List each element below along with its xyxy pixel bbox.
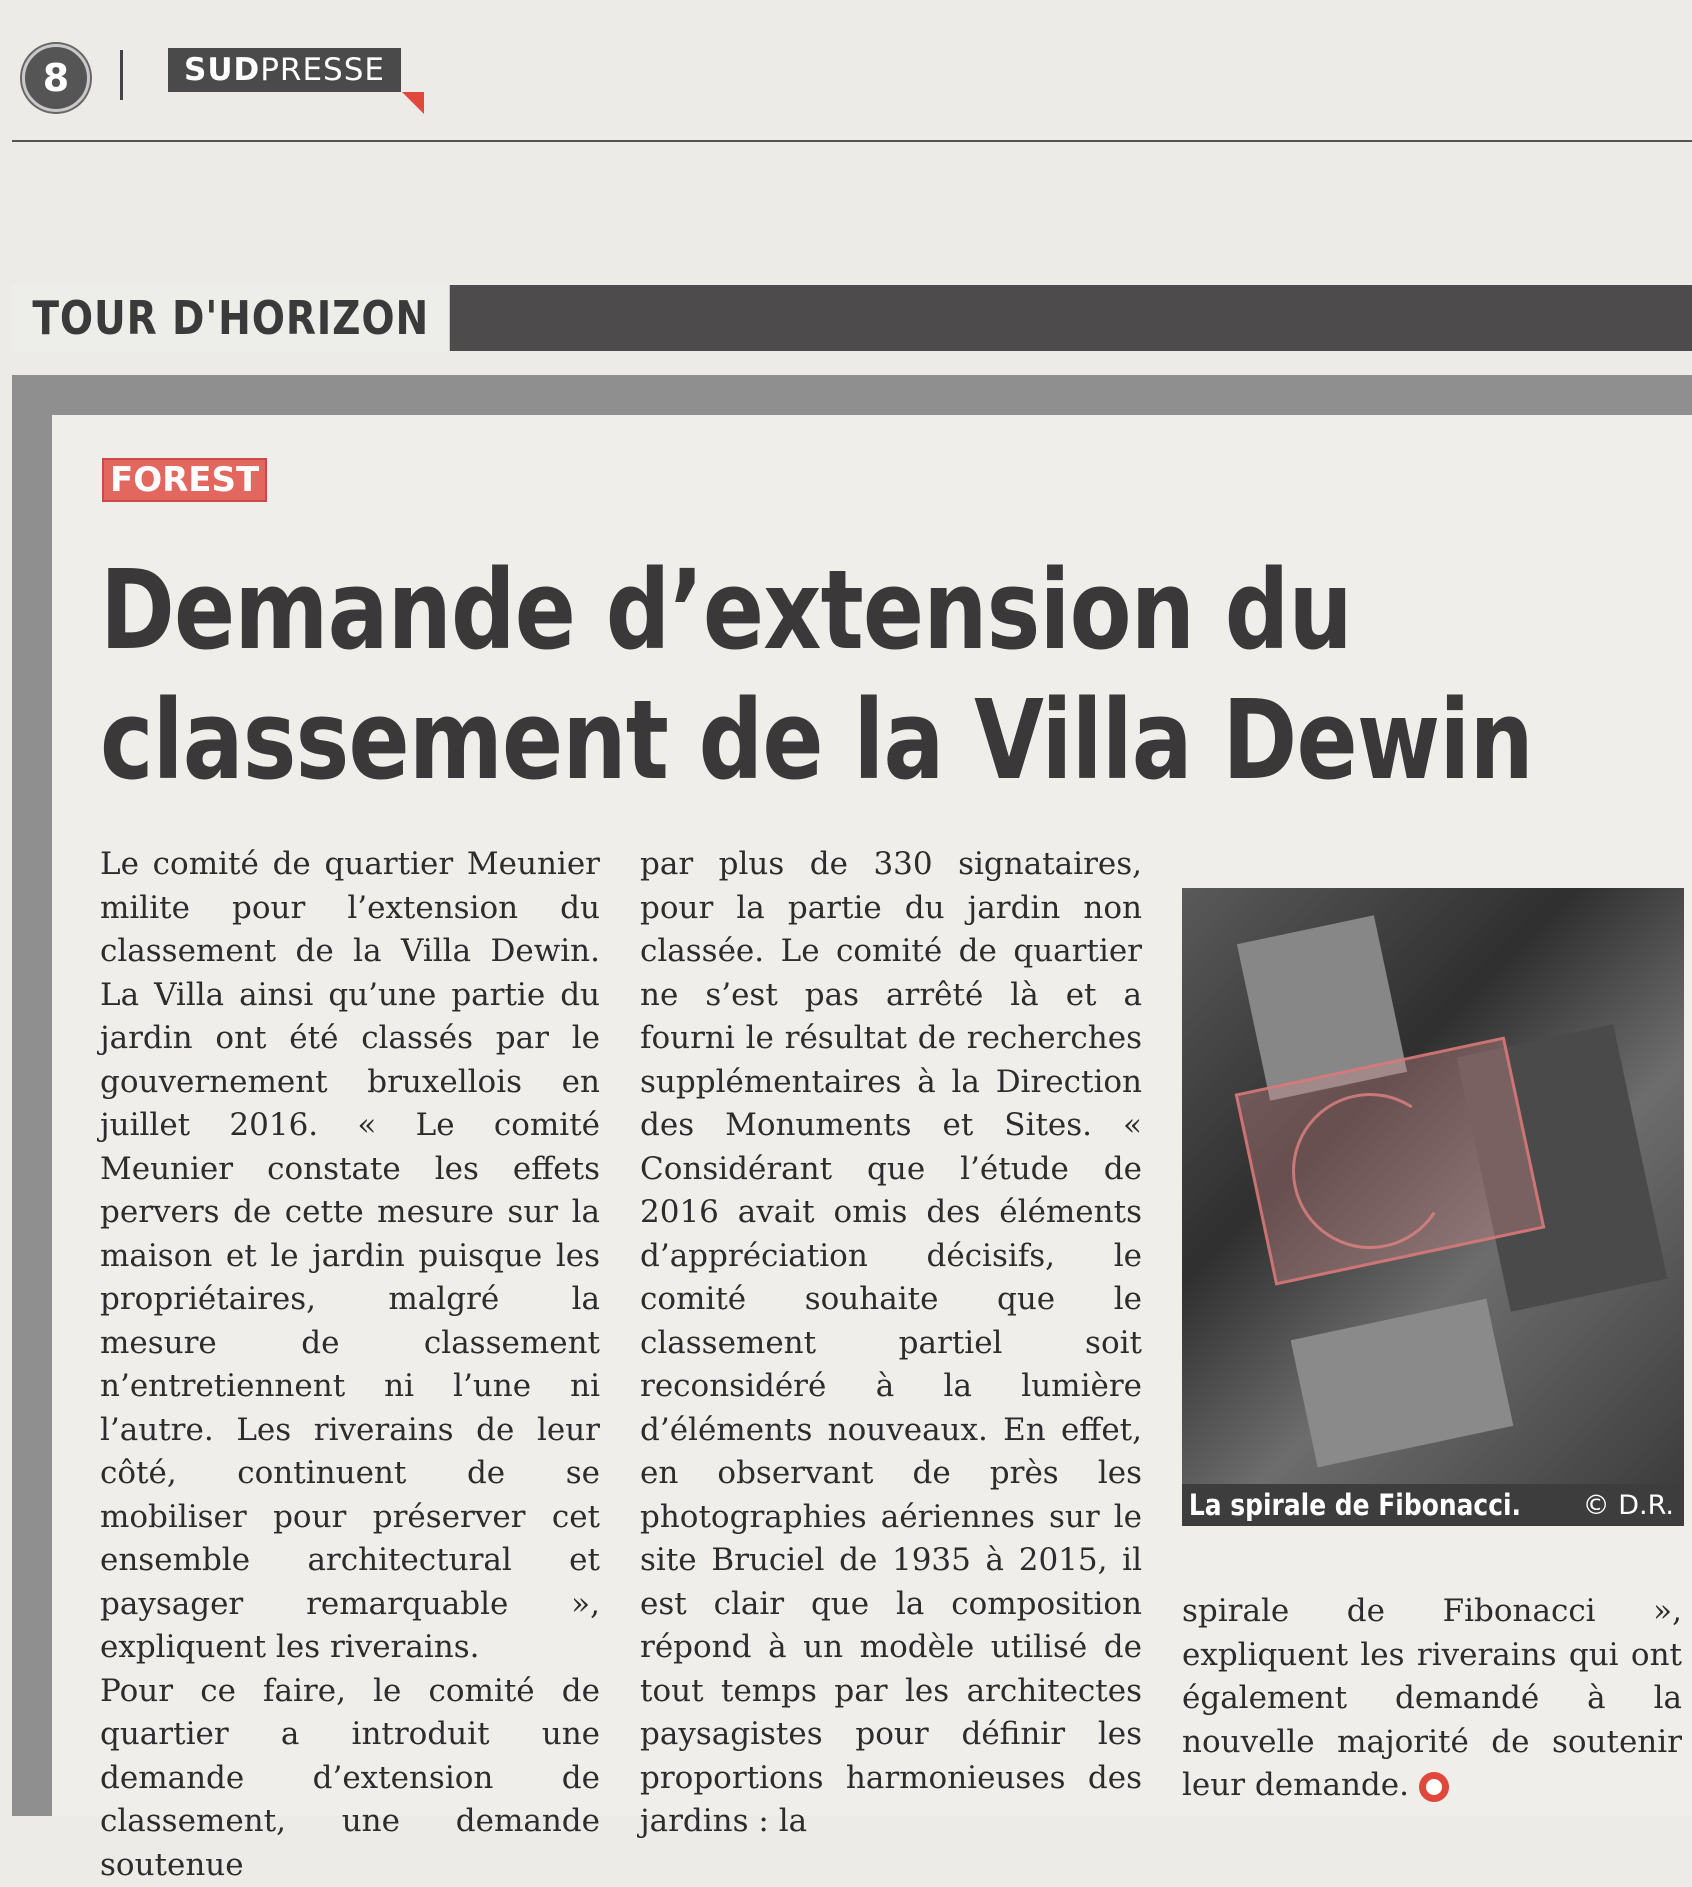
article-kicker: FOREST: [102, 458, 267, 502]
headline-line-2: classement de la Villa Dewin: [100, 675, 1396, 805]
headline-line-1: Demande d’extension du: [100, 545, 1396, 675]
col1-paragraph-2: Pour ce faire, le comité de quartier a introduit une demande d’extension de classement, une demande soutenue: [100, 1670, 600, 1887]
photo-caption: [1182, 1484, 1684, 1526]
brand-accent-triangle: [402, 92, 424, 114]
col3-paragraph: [1182, 1590, 1682, 1808]
header-divider: [120, 50, 123, 100]
photo-building-3: [1291, 1299, 1514, 1468]
header-rule: [12, 140, 1692, 142]
brand-light: PRESSE: [260, 52, 385, 88]
section-label: TOUR D'HORIZON: [12, 285, 449, 351]
article-headline: [100, 545, 1396, 805]
photo-caption-text: La spirale de Fibonacci.: [1182, 1488, 1521, 1522]
page-number: 8: [22, 44, 90, 112]
article-column-2: [640, 843, 1142, 1844]
article-photo-aerial: [1182, 888, 1684, 1508]
photo-credit: © D.R.: [1583, 1490, 1674, 1521]
article-column-1: [100, 843, 600, 1887]
col1-paragraph-1: Le comité de quartier Meunier milite pour l’extension du classement de la Villa Dewin. La Villa ainsi qu’une partie du jardin ont été classés par le gouvernement bruxellois en juillet 2016. « Le comité Meunier constate les effets pervers de cette mesure sur la maison et le jardin puisque les propriétaires, malgré la mesure de classement n’entretiennent ni l’une ni l’autre. Les riverains de leur côté, continuent de se mobiliser pour préserver cet ensemble architectural et paysager remarquable », expliquent les riverains.: [100, 843, 600, 1670]
brand-logo: [168, 48, 401, 92]
end-of-article-icon: [1419, 1772, 1449, 1802]
col2-paragraph: par plus de 330 signataires, pour la partie du jardin non classée. Le comité de quartier ne s’est pas arrêté là et a fourni le résultat de recherches supplémentaires à la Direction des Monuments et Sites. « Considérant que l’étude de 2016 avait omis des éléments d’appréciation décisifs, le comité souhaite que le classement partiel soit reconsidéré à la lumière d’éléments nouveaux. En effet, en observant de près les photographies aériennes sur le site Bruciel de 1935 à 2015, il est clair que la composition répond à un modèle utilisé de tout temps par les architectes paysagistes pour définir les proportions harmonieuses des jardins : la: [640, 843, 1142, 1844]
brand-bold: SUD: [184, 52, 260, 88]
article-column-3: [1182, 1590, 1682, 1808]
col3-text: spirale de Fibonacci », expliquent les riverains qui ont également demandé à la nouvelle majorité de soutenir leur demande.: [1182, 1593, 1682, 1803]
